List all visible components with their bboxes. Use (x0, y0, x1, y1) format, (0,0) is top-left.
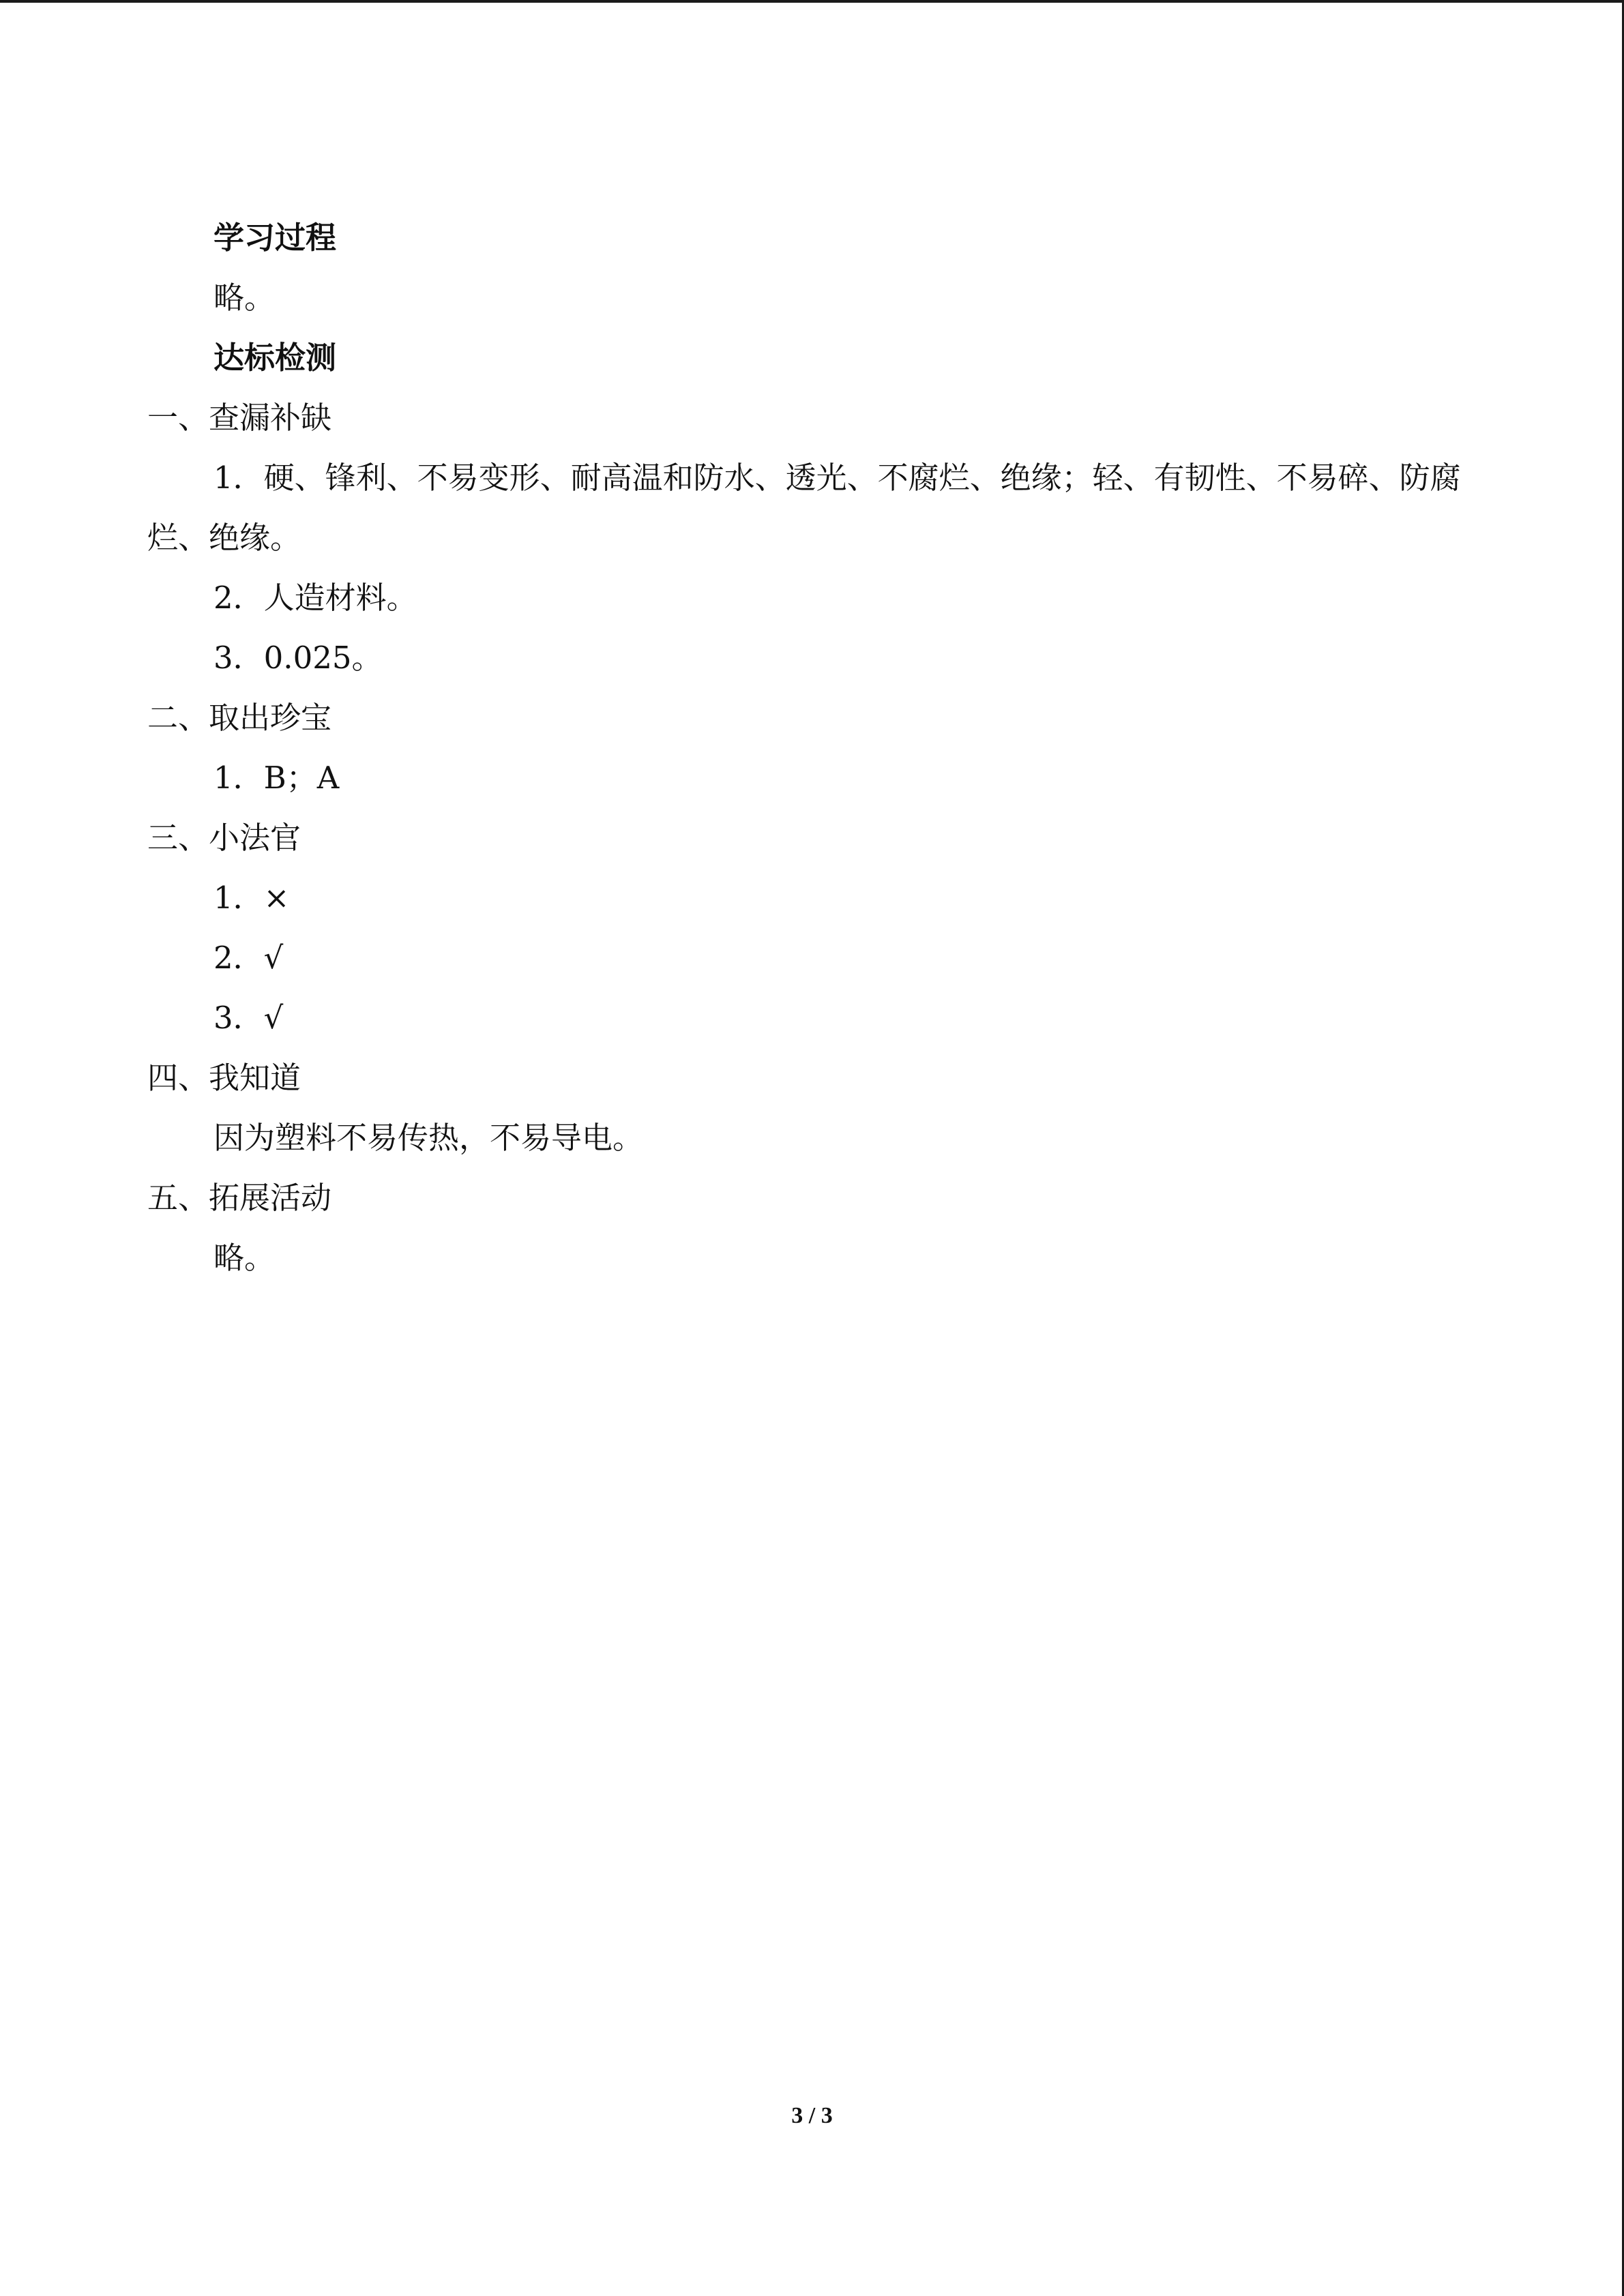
section-3-answer-3: 3．√ (213, 1000, 284, 1036)
heading-learning-process: 学习过程 (213, 220, 337, 256)
section-2-title: 二、取出珍宝 (147, 700, 332, 736)
section-1-answer-2: 2．人造材料。 (213, 580, 417, 616)
section-4-title: 四、我知道 (147, 1060, 301, 1096)
section-5-title: 五、拓展活动 (147, 1180, 332, 1216)
section-3-answer-1: 1．× (213, 880, 290, 916)
top-border-line (0, 0, 1624, 3)
section-1-answer-3: 3．0.025。 (213, 640, 383, 676)
heading-assessment: 达标检测 (213, 340, 337, 376)
section-1-answer-1: 1．硬、锋利、不易变形、耐高温和防水、透光、不腐烂、绝缘；轻、有韧性、不易碎、防腐烂、绝缘。 (147, 460, 1461, 556)
section-5-answer: 略。 (213, 1240, 276, 1276)
section-4-answer: 因为塑料不易传热，不易导电。 (213, 1120, 644, 1156)
page-number: 3 / 3 (791, 2103, 833, 2128)
section-1-title: 一、查漏补缺 (147, 400, 332, 436)
document-body (147, 208, 1484, 1288)
section-3-title: 三、小法官 (147, 820, 301, 856)
section-3-answer-2: 2．√ (213, 940, 284, 976)
learning-process-text: 略。 (213, 280, 276, 316)
section-2-answer-1: 1．B；A (213, 760, 340, 796)
